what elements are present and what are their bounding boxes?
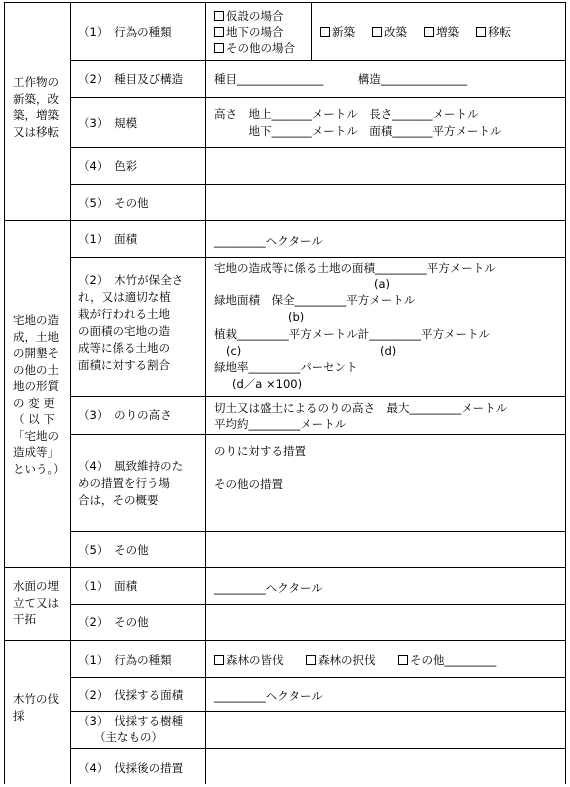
checkbox-underground[interactable] xyxy=(214,24,284,40)
row-label-action-type: （1） 行為の種類 xyxy=(78,25,172,39)
category-line: 「宅地の xyxy=(13,428,59,443)
checkbox-icon xyxy=(306,655,316,665)
category-line: という。） xyxy=(13,461,65,476)
category-line: 干拓 xyxy=(13,612,36,626)
category-line: 又は移転 xyxy=(13,124,59,139)
category-line: 採 xyxy=(13,708,25,723)
row-label-scenery-l2: めの措置を行う場 xyxy=(78,476,170,490)
row-label-other: （2） その他 xyxy=(78,615,149,629)
row-label-felling-area: （2） 伐採する面積 xyxy=(78,688,184,702)
category-structure-construction xyxy=(13,74,67,140)
category-land-development xyxy=(13,312,67,477)
category-line: 工作物の xyxy=(13,75,59,89)
row-divider xyxy=(70,711,566,712)
checkbox-icon xyxy=(214,655,224,665)
row-label-tree-species-l1: （3） 伐採する樹種 xyxy=(78,714,184,728)
checkbox-label: 改築 xyxy=(384,25,407,39)
table-border-left xyxy=(4,2,5,784)
row-divider xyxy=(70,604,566,605)
checkbox-rebuild[interactable] xyxy=(372,24,407,40)
row-label-other: （5） その他 xyxy=(78,196,149,210)
row-label-area: （1） 面積 xyxy=(78,232,138,246)
category-reclamation xyxy=(13,578,67,628)
category-line: （ 以 下 xyxy=(13,412,55,426)
row-divider xyxy=(70,748,566,749)
row-divider xyxy=(70,97,566,98)
category-column-divider xyxy=(70,2,71,784)
category-line: 宅地の造 xyxy=(13,313,59,327)
category-line: 新築，改 xyxy=(13,91,59,106)
row-divider xyxy=(70,147,566,148)
checkbox-label: 地下の場合 xyxy=(226,25,284,39)
green-ratio-formula: (d／a ×100) xyxy=(232,377,303,391)
section-divider xyxy=(4,567,566,568)
table-border-right xyxy=(565,2,566,784)
green-preserve-field[interactable]: 緑地面積 保全_________平方メートル xyxy=(214,293,416,307)
note-a: (a) xyxy=(374,277,391,291)
felling-hectare-field[interactable]: _________ヘクタール xyxy=(214,689,323,703)
checkbox-icon xyxy=(320,27,330,37)
row-label-green-ratio-l6: 面積に対する割合 xyxy=(78,358,170,372)
category-line: 造成等」 xyxy=(13,445,59,459)
row-label-color: （4） 色彩 xyxy=(78,159,138,173)
row-label-tree-species-l2: （主なもの） xyxy=(94,730,163,744)
row-divider xyxy=(70,396,566,397)
checkbox-extension[interactable] xyxy=(424,24,459,40)
row-label-slope-height: （3） のりの高さ xyxy=(78,408,172,422)
row-label-type-and-structure: （2） 種目及び構造 xyxy=(78,72,184,86)
note-d: (d) xyxy=(380,344,397,358)
category-line: 立て又は xyxy=(13,595,59,610)
checkbox-icon xyxy=(372,27,382,37)
row-label-green-ratio-l5: 成等に係る土地の xyxy=(78,341,170,355)
category-line: の他の土 xyxy=(13,362,59,377)
row-divider xyxy=(70,677,566,678)
area-hectare-field[interactable]: _________ヘクタール xyxy=(214,234,323,248)
label-column-divider xyxy=(205,2,206,784)
slope-measures-field[interactable]: のりに対する措置 xyxy=(214,444,306,458)
row-label-post-felling: （4） 伐採後の措置 xyxy=(78,761,184,775)
table-border-top xyxy=(4,2,566,3)
development-area-field[interactable]: 宅地の造成等に係る土地の面積_________平方メートル xyxy=(214,261,496,275)
checkbox-label: 増築 xyxy=(436,25,459,39)
checkbox-label: 仮設の場合 xyxy=(226,9,284,23)
checkbox-clear-cutting[interactable] xyxy=(214,652,284,668)
slope-average-field[interactable]: 平均約_________メートル xyxy=(214,417,347,431)
row-divider xyxy=(70,257,566,258)
checkbox-label: その他の場合 xyxy=(226,41,295,55)
category-line: 水面の埋 xyxy=(13,579,59,593)
reclamation-hectare-field[interactable]: _________ヘクタール xyxy=(214,581,323,595)
checkbox-icon xyxy=(398,655,408,665)
row-label-area: （1） 面積 xyxy=(78,579,138,593)
checkbox-icon xyxy=(214,27,224,37)
category-tree-felling xyxy=(13,691,67,724)
row-label-scenery-l3: 合は，その概要 xyxy=(78,493,159,507)
checkbox-other[interactable] xyxy=(398,652,496,668)
application-form-table xyxy=(4,2,566,784)
note-b: (b) xyxy=(288,310,305,324)
checkbox-other-case[interactable] xyxy=(214,40,295,56)
category-line: の 変 更 xyxy=(13,395,55,410)
row-label-scale: （3） 規模 xyxy=(78,116,138,130)
row-label-action-type: （1） 行為の種類 xyxy=(78,653,172,667)
row-label-green-ratio-l3: 栽が行われる土地 xyxy=(78,307,170,321)
scale-field-above[interactable]: 高さ 地上_______メートル 長さ_______メートル xyxy=(214,107,479,121)
row-label-green-ratio-l4: の面積の宅地の造 xyxy=(78,324,170,338)
checkbox-new-build[interactable] xyxy=(320,24,355,40)
category-line: 成，土地 xyxy=(13,329,59,344)
row-label-scenery-l1: （4） 風致維持のた xyxy=(78,459,184,473)
checkbox-selective-cutting[interactable] xyxy=(306,652,376,668)
row-divider xyxy=(70,184,566,185)
note-c: (c) xyxy=(226,344,242,358)
category-line: の開墾そ xyxy=(13,346,59,360)
checkbox-icon xyxy=(214,11,224,21)
checkbox-icon xyxy=(424,27,434,37)
checkbox-label: 新築 xyxy=(332,25,355,39)
slope-max-field[interactable]: 切土又は盛土によるのりの高さ 最大_________メートル xyxy=(214,401,508,415)
row-divider xyxy=(70,531,566,532)
checkbox-label: 森林の皆伐 xyxy=(226,653,284,667)
scale-field-below[interactable]: 地下_______メートル 面積_______平方メートル xyxy=(214,124,502,138)
category-line: 地の形質 xyxy=(13,379,59,393)
other-measures-field[interactable]: その他の措置 xyxy=(214,477,283,491)
category-line: 築，増築 xyxy=(13,108,59,122)
section-divider xyxy=(4,220,566,221)
row-label-other: （5） その他 xyxy=(78,543,149,557)
checkbox-temporary[interactable] xyxy=(214,8,284,24)
type-structure-field[interactable]: 種目_______________ 構造_______________ xyxy=(214,72,467,86)
row-label-green-ratio-l1: （2） 木竹が保全さ xyxy=(78,273,184,287)
checkbox-label: その他_________ xyxy=(410,653,497,667)
section-divider xyxy=(4,640,566,641)
green-ratio-field[interactable]: 緑地率_________パーセント xyxy=(214,360,358,374)
category-line: 木竹の伐 xyxy=(13,692,59,706)
checkbox-label: 移転 xyxy=(488,25,511,39)
row-label-green-ratio-l2: れ，又は適切な植 xyxy=(78,290,171,304)
planting-total-field[interactable]: 植栽_________平方メートル計_________平方メートル xyxy=(214,327,490,341)
checkbox-relocation[interactable] xyxy=(476,24,511,40)
row-divider xyxy=(70,434,566,435)
option-column-divider xyxy=(311,2,312,60)
checkbox-icon xyxy=(214,43,224,53)
checkbox-icon xyxy=(476,27,486,37)
row-divider xyxy=(70,60,566,61)
checkbox-label: 森林の択伐 xyxy=(318,653,376,667)
